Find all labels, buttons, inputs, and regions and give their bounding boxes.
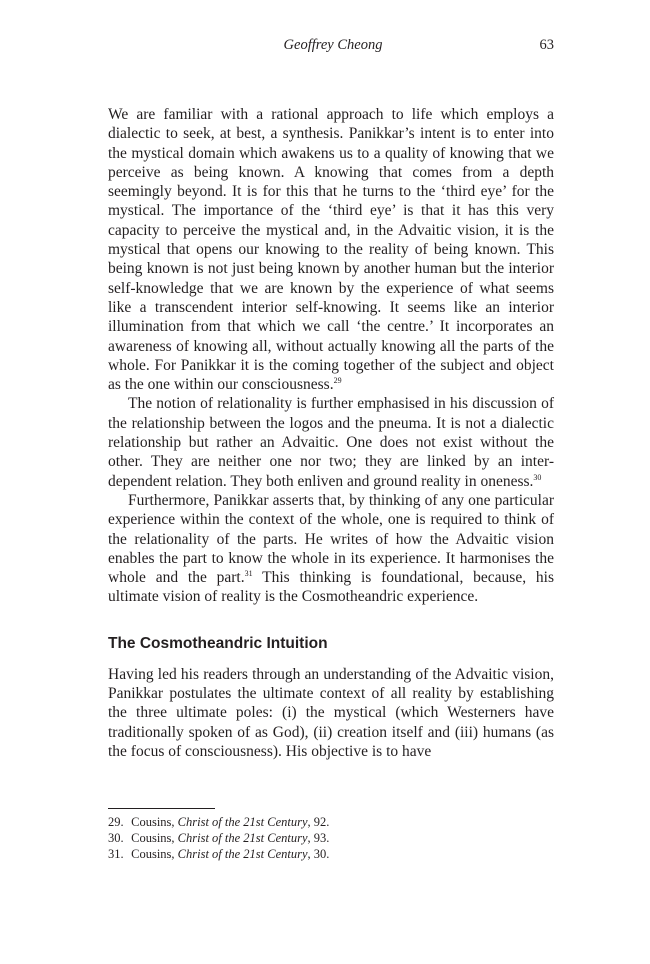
page-number: 63 [539, 37, 554, 53]
footnote-ref-29: 29 [333, 376, 342, 386]
footnote-ref-30: 30 [533, 472, 542, 482]
footnote-title: Christ of the 21st Century [177, 846, 308, 861]
footnote-rule [108, 808, 215, 809]
running-head-author: Geoffrey Cheong [283, 37, 383, 53]
footnote-title: Christ of the 21st Century [177, 815, 308, 829]
footnote-number: 30. [108, 830, 124, 845]
footnote-title: Christ of the 21st Century [177, 830, 308, 845]
footnote-number: 29. [108, 815, 124, 829]
footnote-page: , 93. [307, 830, 330, 845]
paragraph-3-text-b: This thinking is foundational, because, his ultimate vision of reality is the Cosmotheandric experience. [108, 569, 554, 606]
footnote-author: Cousins, [131, 815, 175, 829]
paragraph-3 [108, 491, 554, 607]
paragraph-2-text: The notion of relationality is further emphasised in his discussion of the relationship between the logos and the pneuma. It is not a dialectic relationship but rather an Advaitic. One does not exist without the other. They are neither one nor two; they are linked by an inter-dependent relation. They both enliven and ground reality in oneness. [108, 395, 554, 490]
footnote-author: Cousins, [131, 846, 175, 861]
paragraph-2 [108, 394, 554, 490]
footnote-number: 31. [108, 846, 124, 861]
footnote-31 [108, 847, 554, 863]
paragraph-1 [108, 105, 554, 394]
body-text [108, 105, 554, 761]
footnote-page: , 30. [307, 846, 330, 861]
section-heading: The Cosmotheandric Intuition [108, 634, 328, 652]
running-head [108, 37, 558, 57]
footnote-ref-31: 31 [244, 569, 253, 579]
footnote-page: , 92. [307, 815, 330, 829]
section-paragraph: Having led his readers through an understanding of the Advaitic vision, Panikkar postulates the ultimate context of all reality by establishing the three ultimate poles: (i) the mystical (which Westerners have traditionally spoken of as God), (ii) creation itself and (iii) humans (as the focus of consciousness). His objective is to have [108, 665, 554, 760]
paragraph-3-text-a: Furthermore, Panikkar asserts that, by thinking of any one particular experience within the context of the whole, one is required to think of the relationality of the parts. He writes of how the Advaitic vision enables the part to know the whole in its experience. It harmonises the whole and the part. [108, 491, 554, 587]
footnote-30 [108, 831, 554, 847]
footnote-author: Cousins, [131, 830, 175, 845]
footnotes [108, 815, 554, 862]
footnote-29 [108, 815, 554, 831]
paragraph-1-text: We are familiar with a rational approach to life which employs a dialectic to seek, at best, a synthesis. Panikkar’s intent is to enter into the mystical domain which awakens us to a quality of knowing that we perceive as being known. A knowing that comes from a depth seemingly beyond. It is for this that he turns to the ‘third eye’ for the mystical. The importance of the ‘third eye’ is that it has this very capacity to perceive the mystical and, in the Advaitic vision, it is the mystical that opens our knowing to the reality of being known. This being known is not just being known by another human but the interior self-knowledge that we are known by the experience of what seems like a transcendent interior self-knowing. It seems like an interior illumination from that which we call ‘the centre.’ It incorporates an awareness of knowing all, without actually knowing all the parts of the whole. For Panikkar it is the coming together of the subject and object as the one within our consciousness. [108, 106, 554, 394]
